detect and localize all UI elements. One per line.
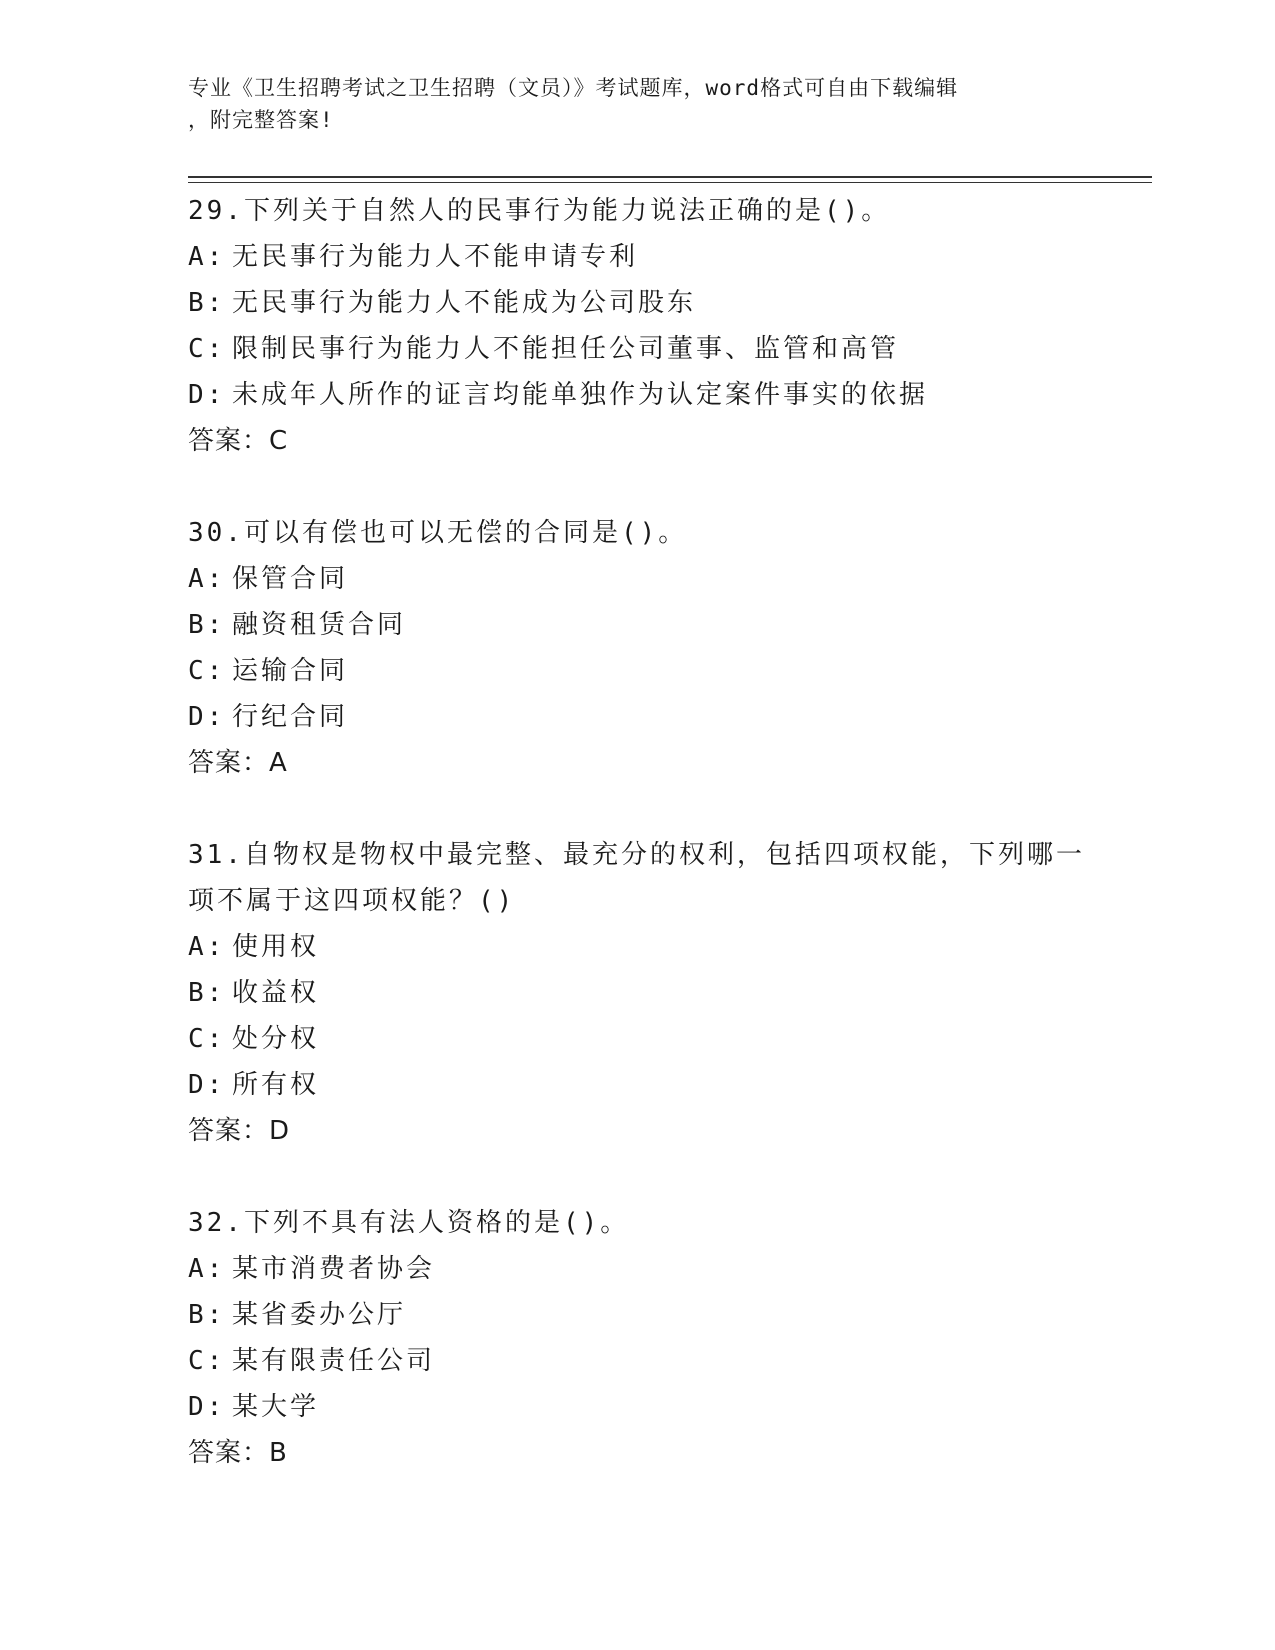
option-d — [188, 1384, 1148, 1430]
option-d — [188, 372, 1148, 418]
answer-line: 答案：D — [188, 1116, 291, 1146]
option-letter: A: — [188, 1254, 226, 1284]
option-text: 行纪合同 — [232, 702, 349, 732]
question-29 — [188, 188, 1148, 464]
option-letter: D: — [188, 702, 226, 732]
option-letter: A: — [188, 242, 226, 272]
option-c — [188, 648, 1148, 694]
option-text: 融资租赁合同 — [232, 610, 407, 640]
option-a — [188, 1246, 1148, 1292]
option-text: 收益权 — [232, 978, 320, 1008]
question-32 — [188, 1200, 1148, 1476]
option-text: 所有权 — [232, 1070, 320, 1100]
question-stem: 32.下列不具有法人资格的是()。 — [188, 1208, 630, 1238]
question-list — [188, 188, 1148, 1522]
option-b — [188, 970, 1148, 1016]
option-text: 某大学 — [232, 1392, 320, 1422]
option-text: 限制民事行为能力人不能担任公司董事、监管和高管 — [232, 334, 900, 364]
option-letter: D: — [188, 1392, 226, 1422]
option-letter: B: — [188, 610, 226, 640]
option-c — [188, 1338, 1148, 1384]
option-c — [188, 1016, 1148, 1062]
answer-line: 答案：A — [188, 748, 288, 778]
option-text: 某省委办公厅 — [232, 1300, 407, 1330]
option-text: 无民事行为能力人不能申请专利 — [232, 242, 639, 272]
question-30 — [188, 510, 1148, 786]
header-line-1: 专业《卫生招聘考试之卫生招聘（文员）》考试题库，word格式可自由下载编辑 — [188, 76, 959, 100]
question-31 — [188, 832, 1148, 1154]
option-letter: C: — [188, 656, 226, 686]
option-c — [188, 326, 1148, 372]
option-letter: A: — [188, 932, 226, 962]
question-stem: 30.可以有偿也可以无偿的合同是()。 — [188, 518, 688, 548]
header-divider-thin — [188, 182, 1152, 183]
question-stem-continued: 项不属于这四项权能？() — [188, 886, 516, 916]
option-letter: B: — [188, 1300, 226, 1330]
option-text: 保管合同 — [232, 564, 349, 594]
option-letter: C: — [188, 1024, 226, 1054]
question-stem: 31.自物权是物权中最完整、最充分的权利，包括四项权能，下列哪一 — [188, 840, 1085, 870]
answer-line: 答案：C — [188, 426, 289, 456]
option-b — [188, 1292, 1148, 1338]
option-letter: D: — [188, 1070, 226, 1100]
option-text: 某市消费者协会 — [232, 1254, 436, 1284]
option-a — [188, 924, 1148, 970]
option-text: 某有限责任公司 — [232, 1346, 436, 1376]
option-letter: D: — [188, 380, 226, 410]
option-a — [188, 234, 1148, 280]
option-a — [188, 556, 1148, 602]
option-text: 处分权 — [232, 1024, 320, 1054]
option-d — [188, 694, 1148, 740]
option-text: 未成年人所作的证言均能单独作为认定案件事实的依据 — [232, 380, 929, 410]
header-line-2: ，附完整答案! — [188, 108, 334, 132]
option-letter: C: — [188, 1346, 226, 1376]
option-d — [188, 1062, 1148, 1108]
option-text: 运输合同 — [232, 656, 349, 686]
option-text: 使用权 — [232, 932, 320, 962]
option-letter: B: — [188, 288, 226, 318]
option-b — [188, 602, 1148, 648]
question-stem: 29.下列关于自然人的民事行为能力说法正确的是()。 — [188, 196, 891, 226]
document-header — [188, 72, 1088, 136]
option-text: 无民事行为能力人不能成为公司股东 — [232, 288, 697, 318]
header-divider-thick — [188, 176, 1152, 178]
option-letter: A: — [188, 564, 226, 594]
option-letter: C: — [188, 334, 226, 364]
option-b — [188, 280, 1148, 326]
answer-line: 答案：B — [188, 1438, 288, 1468]
option-letter: B: — [188, 978, 226, 1008]
